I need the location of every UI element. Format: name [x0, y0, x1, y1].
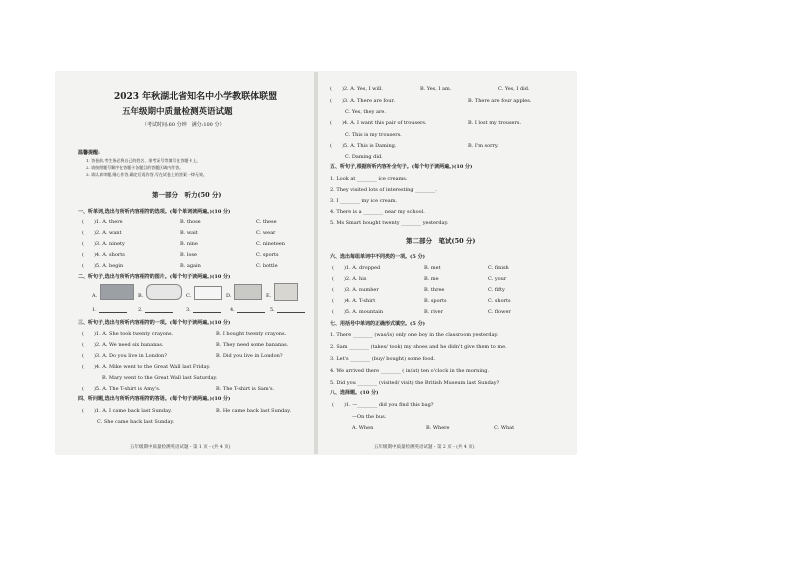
- note-1: 1. 答卷前,考生务必将自己的姓名、准考证号等填写在答题卡上。: [86, 158, 201, 163]
- part2-heading: 第二部分 笔试(50 分): [406, 237, 476, 245]
- answer-blank-4[interactable]: [237, 312, 265, 313]
- s6-row-4-c: C. shorts: [488, 298, 511, 304]
- page-left: [56, 72, 314, 454]
- s1-row-3-b: B. nine: [180, 241, 198, 247]
- s3-row-1-a: ( )1. A. She took twenty crayons.: [82, 331, 174, 337]
- s5-heading: 五、听句子,根据所听内容补全句子。(每个句子读两遍。)(10 分): [330, 164, 473, 170]
- s5-row-1: 1. Look at ________ ice creams.: [330, 176, 408, 182]
- r-row-2-b: B. Yes, I am.: [420, 86, 452, 92]
- s6-row-2-b: B. me: [424, 276, 439, 282]
- s1-row-1-a: ( )1. A. there: [82, 219, 123, 225]
- s6-row-1-b: B. met: [424, 265, 441, 271]
- s1-row-4-b: B. lose: [180, 252, 197, 258]
- r-row-2-c: C. Yes, I did.: [498, 86, 530, 92]
- answer-blank-3[interactable]: [193, 312, 221, 313]
- picture-d: [234, 284, 262, 300]
- s8-heading: 八、选择题。(10 分): [330, 390, 379, 396]
- blank-2-label: 2.: [138, 307, 143, 313]
- s8-question-1: ( )1. —________ did you find this bag?: [332, 402, 434, 408]
- s3-row-5-b: B. The T-shirt is Sam's.: [216, 386, 275, 392]
- picture-c: [194, 286, 222, 300]
- s1-row-2-c: C. wear: [256, 230, 276, 236]
- r-row-5-a: ( )5. A. This is Daming.: [330, 143, 397, 149]
- s8-answer-1: —On the bus.: [352, 414, 387, 420]
- s1-row-1-c: C. these: [256, 219, 277, 225]
- answer-blank-2[interactable]: [145, 312, 173, 313]
- answer-blank-5[interactable]: [277, 312, 305, 313]
- s6-row-5-b: B. river: [424, 309, 444, 315]
- pic-label-c: C.: [186, 293, 192, 299]
- s4-row-1-a: ( )1. A. I came back last Sunday.: [82, 408, 172, 414]
- s5-row-3: 3. I ________ my ice cream.: [330, 198, 398, 204]
- s6-row-4-b: B. sports: [424, 298, 447, 304]
- s3-row-2-b: B. They need some bananas.: [216, 342, 289, 348]
- exam-subtitle: 五年级期中质量检测英语试题: [122, 107, 233, 117]
- s4-row-1-c: C. She came back last Sunday.: [82, 419, 175, 425]
- pic-label-a: A.: [92, 293, 98, 299]
- picture-a: [100, 284, 134, 300]
- blank-4-label: 4.: [230, 307, 235, 313]
- blank-1-label: 1.: [92, 307, 97, 313]
- pic-label-b: B.: [138, 293, 144, 299]
- s3-row-4-a: ( )4. A. Mike went to the Great Wall last Friday.: [82, 364, 211, 370]
- s6-heading: 六、选出每组单词中不同类的一项。(5 分): [330, 254, 425, 260]
- s7-row-3: 3. Let's ________ (buy/ bought) some food.: [330, 356, 436, 362]
- exam-title: 2023 年秋湖北省知名中小学教联体联盟: [114, 92, 278, 102]
- s3-row-3-a: ( )3. A. Do you live in London?: [82, 353, 167, 359]
- s4-row-1-b: B. He came back last Sunday.: [216, 408, 291, 414]
- picture-b: [146, 284, 182, 300]
- page-right: [318, 72, 576, 454]
- s8-opt-a: A. When: [352, 425, 374, 431]
- s5-row-2: 2. They visited lots of interesting ________.: [330, 187, 437, 193]
- s3-row-5-a: ( )5. A. The T-shirt is Amy's.: [82, 386, 161, 392]
- notes-heading: 温馨提醒:: [78, 150, 100, 156]
- r-row-3-b: B. There are four apples.: [468, 98, 532, 104]
- s7-row-1: 1. There ________ (was/is) only one boy in the classroom yesterday.: [330, 332, 499, 338]
- r-row-2-a: ( )2. A. Yes, I will.: [330, 86, 383, 92]
- s7-row-5: 5. Did you ________ (visited/ visit) the British Museum last Sunday?: [330, 380, 500, 386]
- part1-heading: 第一部分 听力(50 分): [152, 191, 222, 199]
- r-row-4-a: ( )4. A. I want this pair of trousers.: [330, 120, 427, 126]
- s5-row-5: 5. Ms Smart bought twenty ________ yesterday.: [330, 220, 449, 226]
- s7-row-2: 2. Sam ________ (takes/ took) my shoes and he didn't give them to me.: [330, 344, 507, 350]
- footer-right: 五年级期中质量检测英语试题・第 2 页・(共 4 页): [374, 445, 475, 450]
- s3-row-1-b: B. I bought twenty crayons.: [216, 331, 287, 337]
- exam-sheet: [56, 72, 576, 454]
- s6-row-2-a: ( )2. A. his: [332, 276, 367, 282]
- r-row-3-a: ( )3. A. There are four.: [330, 98, 395, 104]
- s1-row-4-c: C. sports: [256, 252, 279, 258]
- s6-row-3-a: ( )3. A. number: [332, 287, 379, 293]
- s2-heading: 二、听句子,选出与所听内容相符的图片。(每个句子读两遍。)(10 分): [78, 274, 231, 280]
- s1-heading: 一、听单词,选出与所听内容相符的选项。(每个单词读两遍。)(10 分): [78, 209, 231, 215]
- s1-row-2-a: ( )2. A. want: [82, 230, 122, 236]
- s4-heading: 四、听问题,选出与所听内容相符的答语。(每个句子读两遍。)(10 分): [78, 396, 231, 402]
- r-row-5-b: B. I'm sorry.: [468, 143, 499, 149]
- s3-heading: 三、听句子,选出与所听内容相符的一项。(每个句子读两遍。)(10 分): [78, 320, 231, 326]
- s1-row-3-a: ( )3. A. ninety: [82, 241, 125, 247]
- s1-row-3-c: C. nineteen: [256, 241, 285, 247]
- picture-e: [274, 283, 298, 301]
- s1-row-5-a: ( )5. A. begin: [82, 263, 124, 269]
- s6-row-5-c: C. flower: [488, 309, 511, 315]
- answer-blank-1[interactable]: [99, 312, 127, 313]
- s1-row-5-c: C. bottle: [256, 263, 278, 269]
- note-2: 2. 请按照题号顺序在答题卡各题目的答题区域内作答。: [86, 165, 184, 170]
- s7-row-4: 4. We arrived there ________ ( in/at) ten o'clock in the morning.: [330, 368, 490, 374]
- s1-row-2-b: B. wait: [180, 230, 198, 236]
- r-row-3-c: C. Yes, they are.: [330, 109, 386, 115]
- s7-heading: 七、用括号中单词的正确形式填空。(5 分): [330, 321, 425, 327]
- exam-info: （考试时间:60 分钟 满分:100 分）: [142, 122, 225, 128]
- r-row-4-b: B. I lost my trousers.: [468, 120, 522, 126]
- s6-row-1-c: C. finish: [488, 265, 509, 271]
- note-3: 3. 请认真审题,细心作答,确定后再作答,写在试卷上的答案一律无效。: [86, 172, 207, 177]
- s6-row-2-c: C. your: [488, 276, 507, 282]
- s5-row-4: 4. There is a ________ near my school.: [330, 209, 425, 215]
- s1-row-5-b: B. again: [180, 263, 201, 269]
- r-row-5-c: C. Daming did.: [330, 154, 383, 160]
- s1-row-1-b: B. those: [180, 219, 201, 225]
- s6-row-1-a: ( )1. A. dropped: [332, 265, 381, 271]
- s1-row-4-a: ( )4. A. shorts: [82, 252, 125, 258]
- pic-label-e: E.: [266, 293, 272, 299]
- s3-row-3-b: B. Did you live in London?: [216, 353, 283, 359]
- footer-left: 五年级期中质量检测英语试题・第 1 页・(共 4 页): [130, 445, 231, 450]
- s3-row-2-a: ( )2. A. We need six bananas.: [82, 342, 164, 348]
- s6-row-5-a: ( )5. A. mountain: [332, 309, 384, 315]
- s8-opt-c: C. What: [494, 425, 515, 431]
- blank-3-label: 3.: [186, 307, 191, 313]
- s6-row-4-a: ( )4. A. T-shirt: [332, 298, 376, 304]
- s6-row-3-c: C. fifty: [488, 287, 505, 293]
- pic-label-d: D.: [226, 293, 232, 299]
- s3-row-4-b: B. Mary went to the Great Wall last Saturday.: [82, 375, 218, 381]
- s6-row-3-b: B. three: [424, 287, 445, 293]
- r-row-4-c: C. This is my trousers.: [330, 132, 402, 138]
- blank-5-label: 5.: [270, 307, 275, 313]
- s8-opt-b: B. Where: [426, 425, 450, 431]
